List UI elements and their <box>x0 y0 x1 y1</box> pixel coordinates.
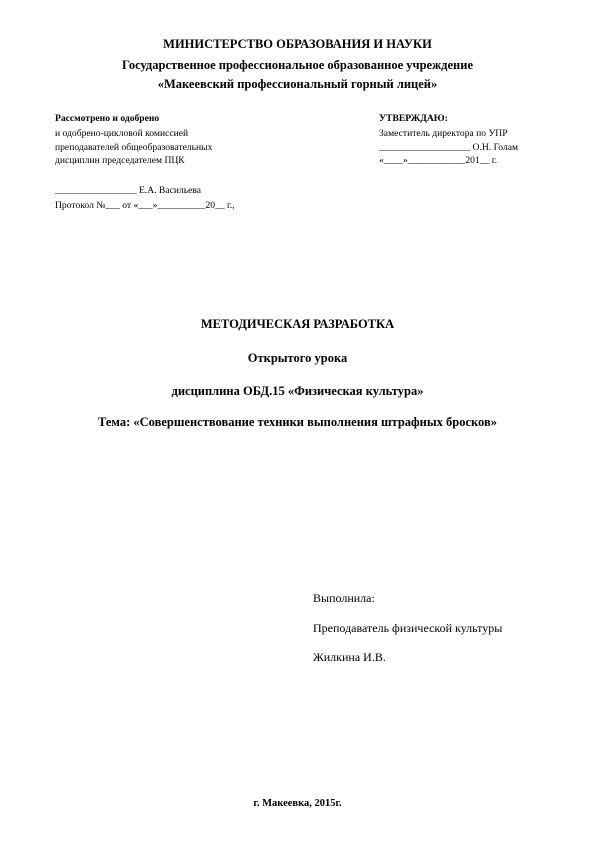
approval-right-line-2: ___________________ О.Н. Голам <box>379 142 519 153</box>
discipline-line: дисциплина ОБД.15 «Физическая культура» <box>171 384 424 398</box>
ministry-title: МИНИСТЕРСТВО ОБРАЗОВАНИЯ И НАУКИ <box>163 37 432 51</box>
document-type-title: МЕТОДИЧЕСКАЯ РАЗРАБОТКА <box>200 317 395 331</box>
lesson-title: Открытого урока <box>247 351 348 365</box>
institution-line-1: Государственное профессиональное образованное учреждение <box>121 58 473 72</box>
approval-left-line-2: преподавателей общеобразовательных <box>55 142 213 153</box>
approval-left-line-3: дисциплин председателем ПЦК <box>55 155 185 166</box>
author-label: Выполнила: <box>313 591 375 605</box>
protocol-line: Протокол №___ от «___»__________20__ г., <box>55 200 235 211</box>
author-name: Жилкина И.В. <box>313 650 386 664</box>
approval-right-title: УТВЕРЖДАЮ: <box>379 113 448 124</box>
author-position: Преподаватель физической культуры <box>313 621 503 635</box>
approval-right-line-1: Заместитель директора по УПР <box>379 128 508 139</box>
place-year-footer: г. Макеевка, 2015г. <box>253 798 342 809</box>
topic-line: Тема: «Совершенствование техники выполнения штрафных бросков» <box>98 415 497 429</box>
institution-line-2: «Макеевский профессиональный горный лицей» <box>157 77 438 91</box>
approval-left-title: Рассмотрено и одобрено <box>55 113 160 124</box>
approval-right-line-3: «____»____________201__ г. <box>379 155 497 166</box>
approval-left-signature: _________________ Е.А. Васильева <box>55 185 202 196</box>
approval-left-line-1: и одобрено-цикловой комиссией <box>55 128 189 139</box>
